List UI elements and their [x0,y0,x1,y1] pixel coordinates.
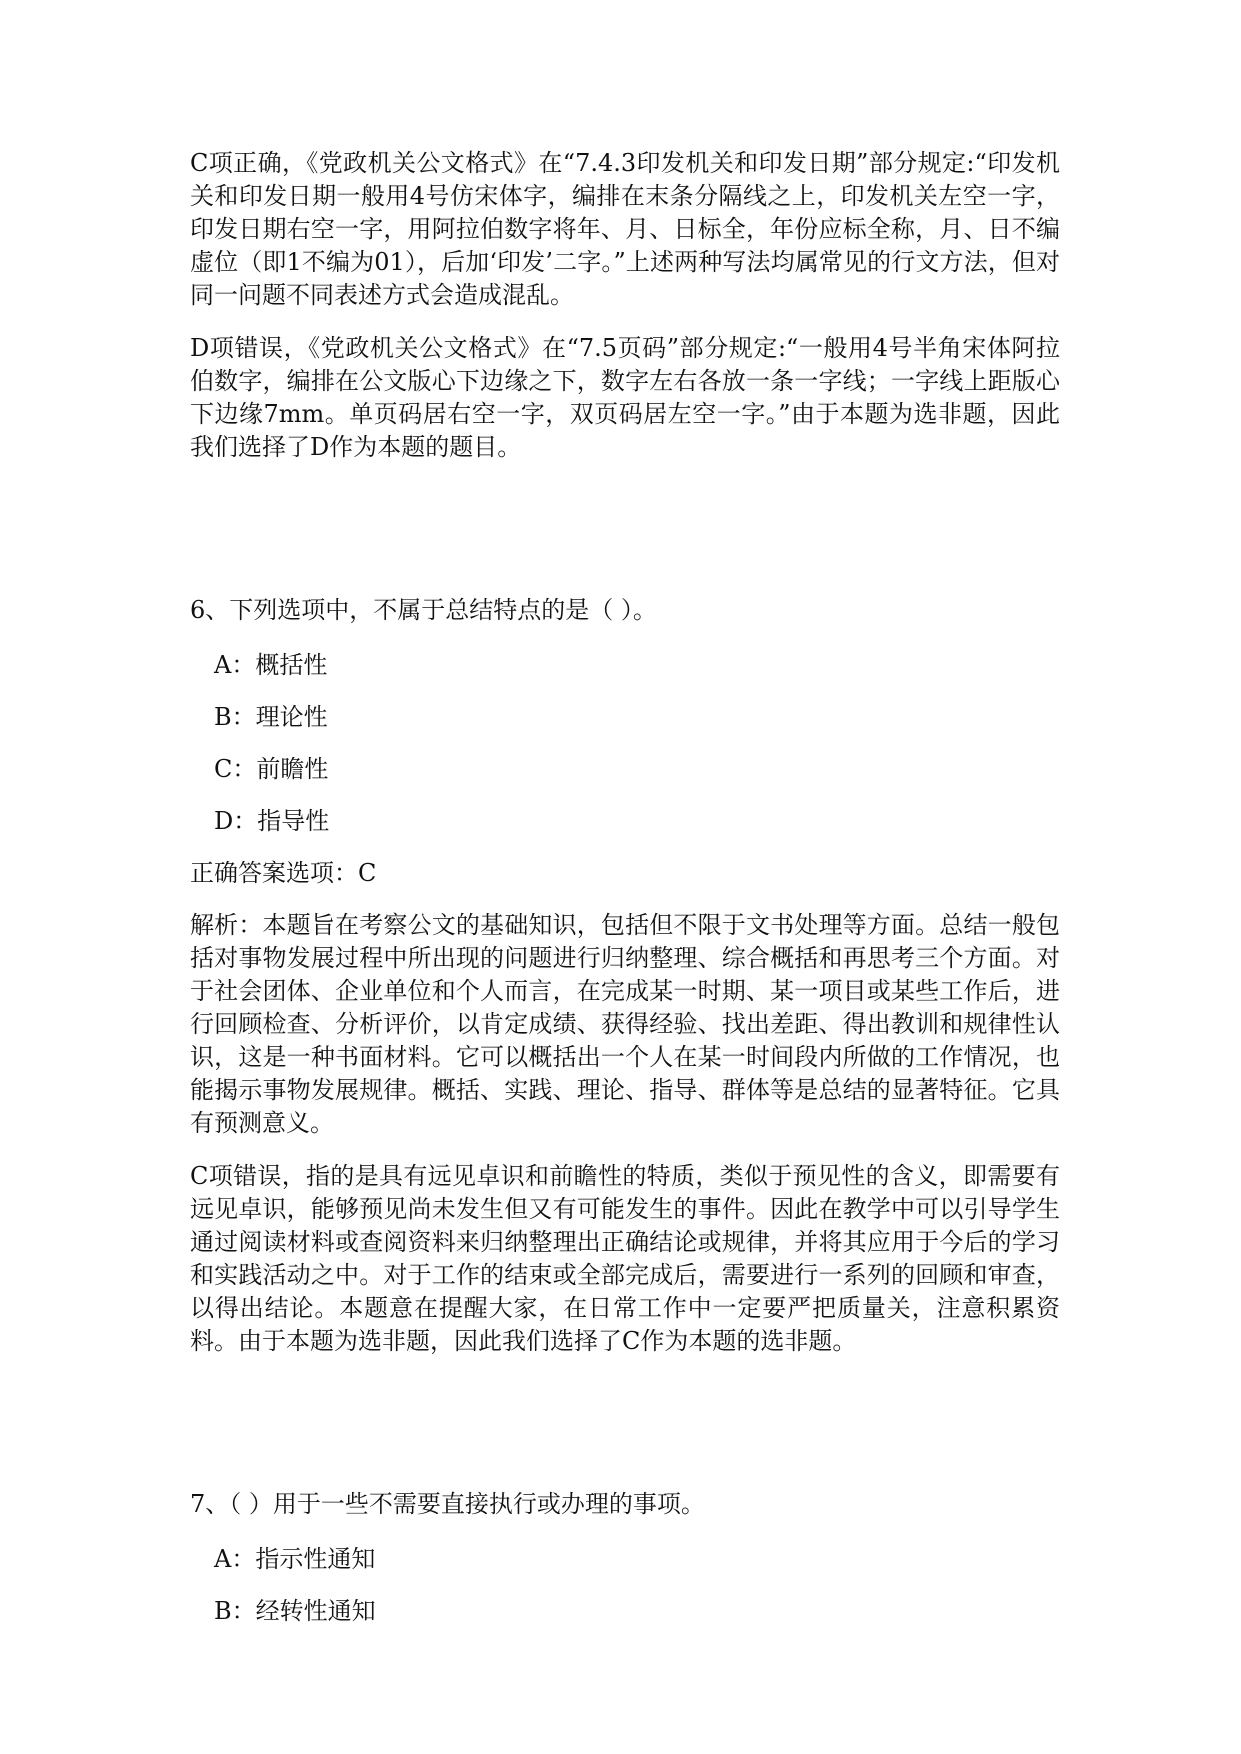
q7-option-a: A：指示性通知 [214,1545,376,1573]
q6-analysis: 解析：本题旨在考察公文的基础知识，包括但不限于文书处理等方面。总结一般包括对事物发展过程中所出现的问题进行归纳整理、综合概括和再思考三个方面。对于社会团体、企业单位和个人而言，在完成某一时期、某一项目或某些工作后，进行回顾检查、分析评价，以肯定成绩、获得经验、找出差距、得出教训和规律性认识，这是一种书面材料。它可以概括出一个人在某一时间段内所做的工作情况，也能揭示事物发展规律。概括、实践、理论、指导、群体等是总结的显著特征。它具有预测意义。 [190,911,1060,1137]
q6-option-b: B：理论性 [214,703,328,731]
q6-stem: 6、下列选项中，不属于总结特点的是（ ）。 [190,596,657,624]
q7-stem: 7、（ ）用于一些不需要直接执行或办理的事项。 [190,1490,705,1518]
q6-option-a: A：概括性 [214,651,328,679]
section-spacer-2 [190,1378,1060,1488]
q6-option-d: D：指导性 [214,807,330,835]
q7-option-b: B：经转性通知 [214,1597,376,1625]
q6-option-c: C：前瞻性 [214,755,329,783]
q6-option-c-note: C项错误，指的是具有远见卓识和前瞻性的特质，类似于预见性的含义，即需要有远见卓识，能够预见尚未发生但又有可能发生的事件。因此在教学中可以引导学生通过阅读材料或查阅资料来归纳整理出正确结论或规律，并将其应用于今后的学习和实践活动之中。对于工作的结束或全部完成后，需要进行一系列的回顾和审查，以得出结论。本题意在提醒大家，在日常工作中一定要严把质量关，注意积累资料。由于本题为选非题，因此我们选择了C作为本题的选非题。 [190,1162,1060,1355]
section-spacer [190,484,1060,594]
document-content [190,147,1060,1647]
q6-correct-answer: 正确答案选项：C [190,859,377,887]
q5-option-c-explanation: C项正确，《党政机关公文格式》在“7.4.3印发机关和印发日期”部分规定:“印发机关和印发日期一般用4号仿宋体字，编排在末条分隔线之上，印发机关左空一字，印发日期右空一字，用阿拉伯数字将年、月、日标全，年份应标全称，月、日不编虚位（即1不编为01），后加‘印发’二字。”上述两种写法均属常见的行文方法，但对同一问题不同表述方式会造成混乱。 [190,149,1060,309]
q5-option-d-explanation: D项错误，《党政机关公文格式》在“7.5页码”部分规定:“一般用4号半角宋体阿拉伯数字，编排在公文版心下边缘之下，数字左右各放一条一字线；一字线上距版心下边缘7mm。单页码居右空一字，双页码居左空一字。”由于本题为选非题，因此我们选择了D作为本题的题目。 [190,334,1060,461]
